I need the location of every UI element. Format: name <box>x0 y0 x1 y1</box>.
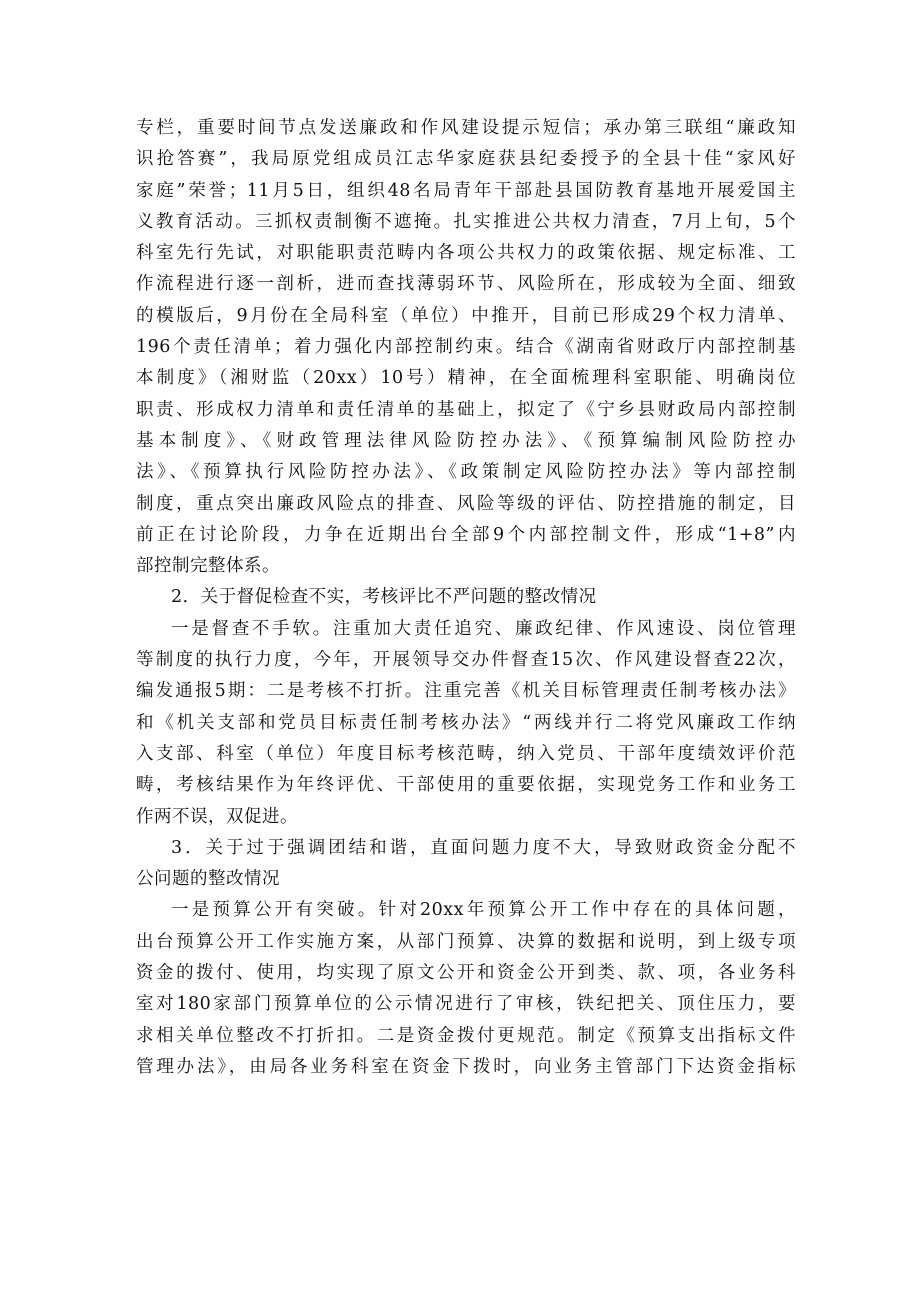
text-line: 法》、《预算执行风险防控办法》、《政策制定风险防控办法》等内部控制 <box>136 462 796 483</box>
text-line: 的模版后，9月份在全局科室（单位）中推开，目前已形成29个权力清单、 <box>136 305 796 326</box>
text-line: 识抢答赛”，我局原党组成员江志华家庭获县纪委授予的全县十佳“家风好 <box>136 149 796 170</box>
text-line: 一是督查不手软。注重加大责任追究、廉政纪律、作风速设、岗位管理 <box>171 618 796 639</box>
text-line: 室对180家部门预算单位的公示情况进行了审核，铁纪把关、顶住压力，要 <box>136 994 796 1015</box>
text-line: 一是预算公开有突破。针对20xx年预算公开工作中存在的具体问题， <box>171 900 796 921</box>
text-line: 入支部、科室（单位）年度目标考核范畴，纳入党员、干部年度绩效评价范 <box>136 743 796 764</box>
text-line: 义教育活动。三抓权责制衡不遮掩。扎实推进公共权力清查，7月上旬，5个 <box>136 211 797 232</box>
text-line: 职责、形成权力清单和责任清单的基础上，拟定了《宁乡县财政局内部控制 <box>136 399 796 420</box>
text-line: 2．关于督促检查不实，考核评比不严问题的整改情况 <box>171 587 597 608</box>
text-line: 前正在讨论阶段，力争在近期出台全部9个内部控制文件，形成“1+8”内 <box>136 524 796 545</box>
text-line: 出台预算公开工作实施方案，从部门预算、决算的数据和说明，到上级专项 <box>136 931 796 952</box>
text-line: 部控制完整体系。 <box>136 556 280 577</box>
text-line: 畴，考核结果作为年终评优、干部使用的重要依据，实现党务工作和业务工 <box>136 775 796 796</box>
text-line: 公问题的整改情况 <box>136 869 280 890</box>
text-line: 本制度》（湘财监（20xx）10号）精神，在全面梳理科室职能、明确岗位 <box>136 368 796 389</box>
text-line: 196个责任清单；着力强化内部控制约束。结合《湖南省财政厅内部控制基 <box>136 337 796 358</box>
text-line: 基本制度》、《财政管理法律风险防控办法》、《预算编制风险防控办 <box>136 430 796 451</box>
text-line: 3．关于过于强调团结和谐，直面问题力度不大，导致财政资金分配不 <box>171 837 796 858</box>
text-line: 编发通报5期：二是考核不打折。注重完善《机关目标管理责任制考核办法》 <box>136 681 796 702</box>
text-line: 专栏，重要时间节点发送廉政和作风建设提示短信；承办第三联组“廉政知 <box>136 118 796 138</box>
text-line: 资金的拨付、使用，均实现了原文公开和资金公开到类、款、项，各业务科 <box>136 963 796 984</box>
document-body <box>136 113 796 1083</box>
text-line: 作两不误，双促进。 <box>136 806 298 827</box>
text-line: 和《机关支部和党员目标责任制考核办法》“两线并行二将党风廉政工作纳 <box>136 712 796 733</box>
text-line: 科室先行先试，对职能职责范畴内各项公共权力的政策依据、规定标准、工 <box>136 243 796 264</box>
text-line: 作流程进行逐一剖析，进而查找薄弱环节、风险所在，形成较为全面、细致 <box>136 274 796 295</box>
text-line: 制度，重点突出廉政风险点的排查、风险等级的评估、防控措施的制定，目 <box>136 493 796 514</box>
text-line: 等制度的执行力度，今年，开展领导交办件督查15次、作风建设督查22次， <box>136 650 796 671</box>
text-line: 求相关单位整改不打折扣。二是资金拨付更规范。制定《预算支出指标文件 <box>136 1025 796 1046</box>
text-line: 家庭”荣誉；11月5日，组织48名局青年干部赴县国防教育基地开展爱国主 <box>136 180 796 201</box>
text-line: 管理办法》，由局各业务科室在资金下拨时，向业务主管部门下达资金指标 <box>136 1056 796 1077</box>
